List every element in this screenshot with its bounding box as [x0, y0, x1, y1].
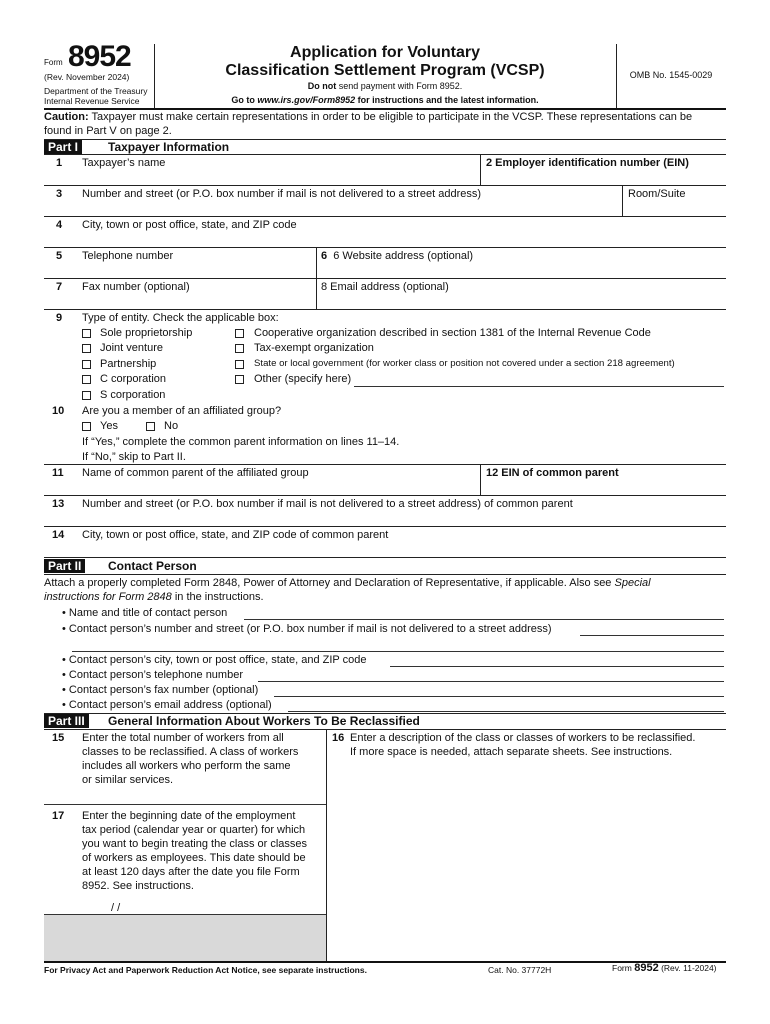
begin-date-month-input[interactable] [84, 901, 108, 914]
revision-date: (Rev. November 2024) [44, 72, 130, 82]
line-11-number: 11 [52, 467, 64, 479]
contact-city-input[interactable] [392, 652, 722, 665]
form-label: Form [44, 58, 63, 67]
form-title-line2: Classification Settlement Program (VCSP) [225, 62, 545, 79]
other-entity-input[interactable] [356, 372, 722, 385]
line-10-number: 10 [52, 405, 65, 417]
line-7-number: 7 [56, 281, 63, 293]
line-16-number: 16 [332, 732, 345, 744]
checkbox-affiliated-yes[interactable] [82, 422, 91, 431]
line-17-text-1: Enter the beginning date of the employment [82, 810, 296, 822]
checkbox-s-corporation[interactable] [82, 391, 91, 400]
contact-email-input[interactable] [290, 698, 722, 710]
checkbox-sole-proprietorship[interactable] [82, 329, 91, 338]
line-5-label: Telephone number [82, 250, 174, 262]
contact-email-label: • Contact person’s email address (optional) [62, 699, 272, 711]
begin-date-year-input[interactable] [154, 901, 194, 914]
line-4-number: 4 [56, 219, 63, 231]
line-9-number: 9 [56, 312, 63, 324]
line-16-text-2: If more space is needed, attach separate sheets. See instructions. [350, 746, 673, 758]
checkbox-partnership[interactable] [82, 360, 91, 369]
caution-line1: Caution: Taxpayer must make certain representations in order to be eligible to participate in the VCSP. These representations can be [44, 111, 693, 123]
contact-street-label: • Contact person’s number and street (or P.O. box number if mail is not delivered to a street address) [62, 623, 552, 635]
contact-city-label: • Contact person’s city, town or post office, state, and ZIP code [62, 654, 367, 666]
checkbox-affiliated-no[interactable] [146, 422, 155, 431]
line-10-label: Are you a member of an affiliated group? [82, 405, 282, 417]
line-10-yes-instruction: If “Yes,” complete the common parent information on lines 11–14. [82, 436, 400, 448]
entity-s-corporation: S corporation [100, 389, 166, 401]
line-13-number: 13 [52, 498, 65, 510]
contact-street-input-2[interactable] [74, 637, 722, 650]
worker-class-description-input[interactable] [332, 762, 726, 958]
catalog-number: Cat. No. 37772H [488, 965, 552, 975]
line-9-label: Type of entity. Check the applicable box: [82, 312, 279, 324]
part1-title: Taxpayer Information [108, 140, 230, 154]
room-suite-label: Room/Suite [628, 188, 686, 200]
common-parent-city-input[interactable] [82, 542, 722, 556]
entity-partnership: Partnership [100, 358, 157, 370]
line-3-label: Number and street (or P.O. box number if mail is not delivered to a street address) [82, 188, 482, 200]
part1-label: Part I [44, 140, 82, 154]
common-parent-name-input[interactable] [82, 480, 477, 494]
line-1-number: 1 [56, 157, 63, 169]
line-7-label: Fax number (optional) [82, 281, 190, 293]
checkbox-state-local-government[interactable] [235, 360, 244, 369]
city-state-zip-input[interactable] [82, 232, 722, 246]
entity-state-local-government: State or local government (for worker class or position not covered under a section 218 agreement) [254, 358, 675, 369]
line-17-text-5: at least 120 days after the date you file Form [82, 866, 300, 878]
footer-form-id: Form 8952 (Rev. 11-2024) [612, 962, 717, 974]
shaded-area [44, 914, 326, 961]
entity-other: Other (specify here) [254, 373, 352, 385]
privacy-notice: For Privacy Act and Paperwork Reduction Act Notice, see separate instructions. [44, 965, 367, 975]
part2-title: Contact Person [108, 559, 197, 573]
contact-name-label: • Name and title of contact person [62, 607, 228, 619]
line-17-text-2: tax period (calendar year or quarter) for which [82, 824, 306, 836]
line-10-no-instruction: If “No,” skip to Part II. [82, 451, 186, 463]
room-suite-input[interactable] [628, 201, 724, 215]
contact-name-input[interactable] [246, 605, 722, 618]
line-1-label: Taxpayer’s name [82, 157, 166, 169]
telephone-input[interactable] [82, 263, 312, 277]
ein-input[interactable] [486, 170, 724, 184]
line-14-label: City, town or post office, state, and ZIP code of common parent [82, 529, 389, 541]
part2-attach-line2: instructions for Form 2848 in the instructions. [44, 591, 264, 603]
line-11-label: Name of common parent of the affiliated group [82, 467, 309, 479]
contact-telephone-input[interactable] [260, 667, 722, 680]
line-3-number: 3 [56, 188, 63, 200]
begin-date-day-input[interactable] [118, 901, 144, 914]
instructions-link[interactable]: Go to www.irs.gov/Form8952 for instructions and the latest information. [231, 95, 539, 105]
total-workers-input[interactable] [82, 788, 320, 802]
contact-street-input[interactable] [582, 621, 722, 634]
line-12-label: 12 EIN of common parent [486, 467, 619, 479]
line-17-text-4: of workers as employees. This date should be [82, 852, 306, 864]
taxpayer-name-input[interactable] [82, 170, 477, 184]
line-15-number: 15 [52, 732, 65, 744]
checkbox-cooperative[interactable] [235, 329, 244, 338]
entity-c-corporation: C corporation [100, 373, 167, 385]
contact-fax-label: • Contact person’s fax number (optional) [62, 684, 259, 696]
omb-number: OMB No. 1545-0029 [629, 70, 713, 80]
entity-joint-venture: Joint venture [100, 342, 163, 354]
line-15-text-1: Enter the total number of workers from all [82, 732, 284, 744]
no-payment-note: Do not send payment with Form 8952. [307, 81, 463, 91]
part2-attach-line1: Attach a properly completed Form 2848, Power of Attorney and Declaration of Representative, if applicable. Also see Special [44, 577, 651, 589]
entity-sole-proprietorship: Sole proprietorship [100, 327, 193, 339]
department: Department of the Treasury [44, 86, 148, 96]
contact-telephone-label: • Contact person’s telephone number [62, 669, 243, 681]
affiliated-no-label: No [164, 420, 179, 432]
entity-cooperative: Cooperative organization described in section 1381 of the Internal Revenue Code [254, 327, 651, 339]
form-title-line1: Application for Voluntary [290, 44, 480, 61]
entity-tax-exempt: Tax-exempt organization [254, 342, 374, 354]
checkbox-other[interactable] [235, 375, 244, 384]
street-input[interactable] [82, 201, 617, 215]
date-separators: / / [111, 902, 121, 914]
line-4-label: City, town or post office, state, and ZIP code [82, 219, 297, 231]
common-parent-street-input[interactable] [82, 511, 722, 525]
checkbox-joint-venture[interactable] [82, 344, 91, 353]
contact-fax-input[interactable] [276, 682, 722, 695]
line-8-label: 8 Email address (optional) [321, 281, 449, 293]
caution-line2: found in Part V on page 2. [44, 125, 172, 137]
form-number: 8952 [68, 40, 131, 73]
part3-label: Part III [44, 714, 89, 728]
line-6-label: 6 6 Website address (optional) [321, 250, 474, 262]
line-2-label: 2 Employer identification number (EIN) [486, 157, 689, 169]
website-input[interactable] [321, 263, 721, 277]
part3-title: General Information About Workers To Be Reclassified [108, 714, 420, 728]
affiliated-yes-label: Yes [100, 420, 118, 432]
line-15-text-3: includes all workers who perform the same [82, 760, 291, 772]
line-17-text-6: 8952. See instructions. [82, 880, 194, 892]
line-17-number: 17 [52, 810, 65, 822]
line-5-number: 5 [56, 250, 63, 262]
line-15-text-2: classes to be reclassified. A class of workers [82, 746, 299, 758]
fax-input[interactable] [82, 294, 312, 308]
part2-label: Part II [44, 559, 85, 573]
line-16-text-1: Enter a description of the class or classes of workers to be reclassified. [350, 732, 696, 744]
email-input[interactable] [321, 294, 721, 308]
line-13-label: Number and street (or P.O. box number if mail is not delivered to a street address) of common parent [82, 498, 573, 510]
checkbox-c-corporation[interactable] [82, 375, 91, 384]
line-15-text-4: or similar services. [82, 774, 174, 786]
checkbox-tax-exempt[interactable] [235, 344, 244, 353]
line-17-text-3: you want to begin treating the class or classes [82, 838, 308, 850]
line-14-number: 14 [52, 529, 65, 541]
common-parent-ein-input[interactable] [486, 480, 724, 494]
agency: Internal Revenue Service [44, 96, 140, 106]
